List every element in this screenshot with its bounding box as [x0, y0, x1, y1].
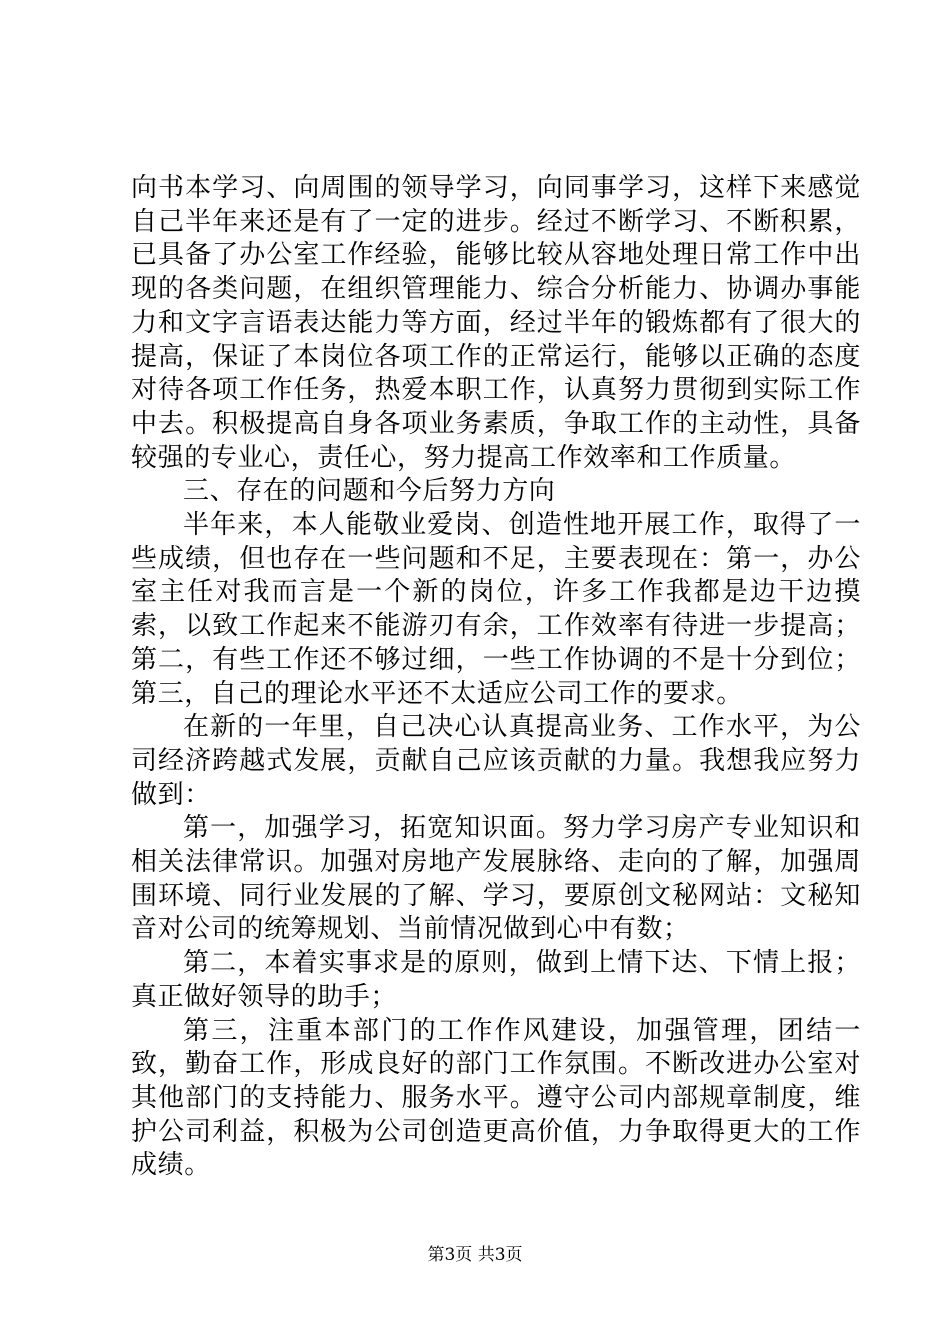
paragraph-7: 第三，注重本部门的工作作风建设，加强管理，团结一致，勤奋工作，形成良好的部门工作氛围。不断改进办公室对其他部门的支持能力、服务水平。遵守公司内部规章制度，维护公司利益，积极为公司创造更高价值，力争取得更大的工作成绩。 [131, 1015, 861, 1181]
paragraph-4: 在新的一年里，自己决心认真提高业务、工作水平，为公司经济跨越式发展，贡献自己应该贡献的力量。我想我应努力做到： [131, 712, 861, 810]
document-body [131, 172, 861, 1183]
paragraph-6: 第二，本着实事求是的原则，做到上情下达、下情上报；真正做好领导的助手； [131, 948, 861, 1012]
paragraph-5: 第一，加强学习，拓宽知识面。努力学习房产专业知识和相关法律常识。加强对房地产发展脉络、走向的了解，加强周围环境、同行业发展的了解、学习，要原创文秘网站：文秘知音对公司的统筹规划、当前情况做到心中有数； [131, 813, 861, 945]
paragraph-1: 向书本学习、向周围的领导学习，向同事学习，这样下来感觉自己半年来还是有了一定的进步。经过不断学习、不断积累，已具备了办公室工作经验，能够比较从容地处理日常工作中出现的各类问题，在组织管理能力、综合分析能力、协调办事能力和文字言语表达能力等方面，经过半年的锻炼都有了很大的提高，保证了本岗位各项工作的正常运行，能够以正确的态度对待各项工作任务，热爱本职工作，认真努力贯彻到实际工作中去。积极提高自身各项业务素质，争取工作的主动性，具备较强的专业心，责任心，努力提高工作效率和工作质量。 [131, 173, 861, 473]
section-heading: 三、存在的问题和今后努力方向 [183, 476, 556, 507]
paragraph-3: 半年来，本人能敬业爱岗、创造性地开展工作，取得了一些成绩，但也存在一些问题和不足，主要表现在：第一，办公室主任对我而言是一个新的岗位，许多工作我都是边干边摸索，以致工作起来不能游刃有余，工作效率有待进一步提高；第二，有些工作还不够过细，一些工作协调的不是十分到位；第三，自己的理论水平还不太适应公司工作的要求。 [131, 510, 861, 709]
page-footer: 第3页 共3页 [427, 1245, 523, 1265]
